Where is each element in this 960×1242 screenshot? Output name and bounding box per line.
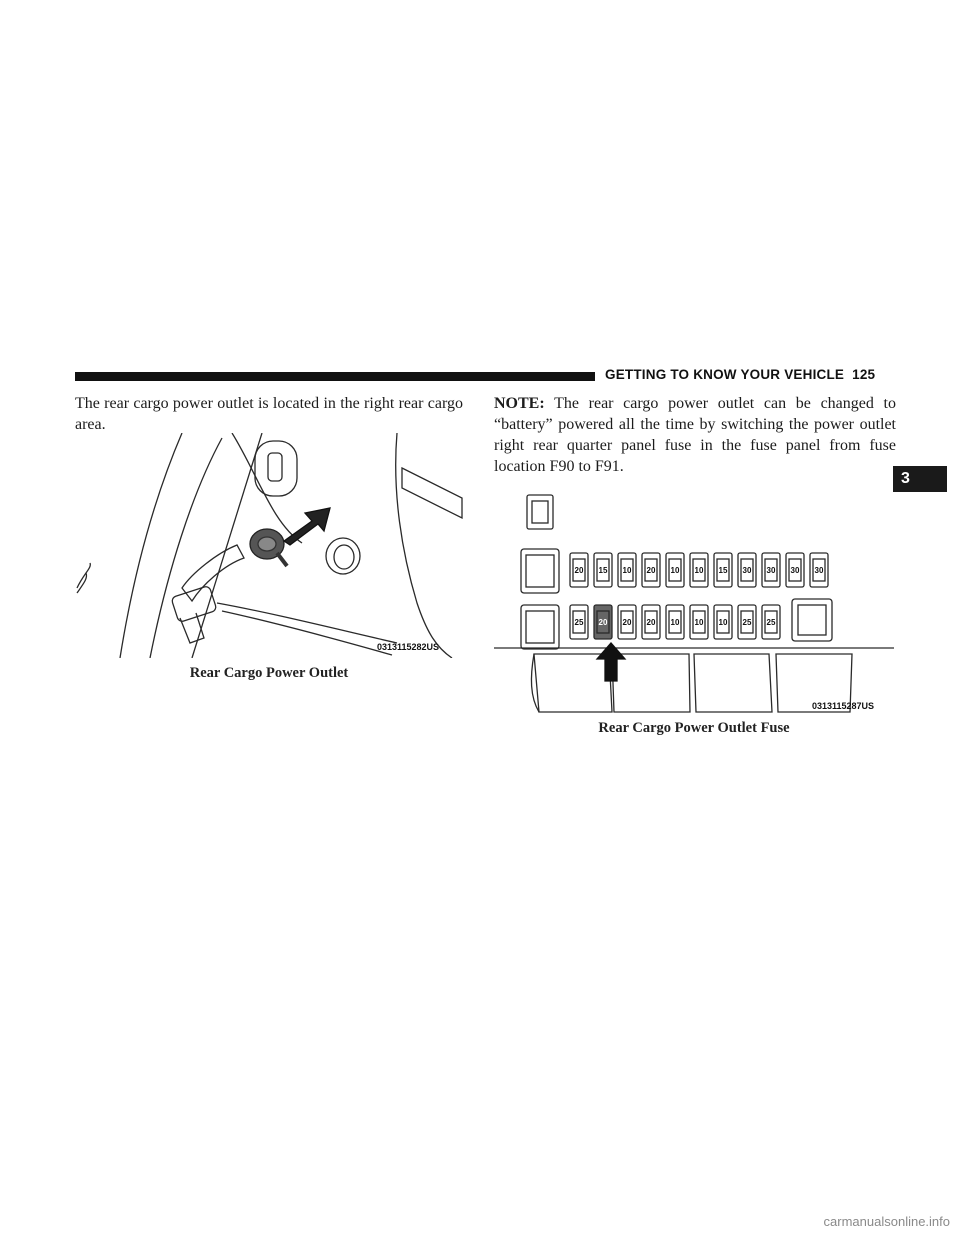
note-paragraph xyxy=(494,393,896,477)
fuse-bottom-4 xyxy=(666,605,684,639)
fuse-label-bottom-1: 20 xyxy=(598,618,608,627)
fuse-bottom-0 xyxy=(570,605,588,639)
right-figure-caption: Rear Cargo Power Outlet Fuse xyxy=(598,720,790,736)
running-header xyxy=(605,367,875,382)
fuse-bottom-8 xyxy=(762,605,780,639)
fuse-top-6 xyxy=(714,553,732,587)
rear-cargo-power-outlet-illustration xyxy=(72,433,465,658)
fuse-label-top-4: 10 xyxy=(670,566,680,575)
fuse-label-top-1: 15 xyxy=(598,566,608,575)
fuse-bottom-2 xyxy=(618,605,636,639)
fuse-label-top-10: 30 xyxy=(814,566,824,575)
fuse-label-top-8: 30 xyxy=(766,566,776,575)
fuse-label-bottom-0: 25 xyxy=(574,618,584,627)
fuse-bottom-6 xyxy=(714,605,732,639)
page-number: 125 xyxy=(852,367,876,382)
fuse-label-bottom-7: 25 xyxy=(742,618,752,627)
intro-paragraph: The rear cargo power outlet is located in the right rear cargo area. xyxy=(75,395,463,433)
fuse-top-0 xyxy=(570,553,588,587)
fuse-top-5 xyxy=(690,553,708,587)
fuse-row-bottom xyxy=(570,605,780,639)
fuse-bottom-5 xyxy=(690,605,708,639)
fuse-top-7 xyxy=(738,553,756,587)
fuse-label-top-5: 10 xyxy=(694,566,704,575)
fuse-label-top-7: 30 xyxy=(742,566,752,575)
fuse-label-top-0: 20 xyxy=(574,566,584,575)
watermark: carmanualsonline.info xyxy=(823,1214,950,1229)
fuse-label-bottom-8: 25 xyxy=(766,618,776,627)
fuse-top-10 xyxy=(810,553,828,587)
fuse-label-bottom-3: 20 xyxy=(646,618,656,627)
right-figure-code: 0313115287US xyxy=(812,701,875,711)
fuse-top-4 xyxy=(666,553,684,587)
fuse-label-bottom-5: 10 xyxy=(694,618,704,627)
fuse-label-bottom-2: 20 xyxy=(622,618,632,627)
note-text: The rear cargo power outlet can be changed to “battery” powered all the time by switching the power outlet right rear quarter panel fuse in the fuse panel from fuse location F90 to F91. xyxy=(494,395,897,475)
fuse-label-top-9: 30 xyxy=(790,566,800,575)
left-figure-caption: Rear Cargo Power Outlet xyxy=(189,665,349,681)
fuse-top-8 xyxy=(762,553,780,587)
fuse-label-top-6: 15 xyxy=(718,566,728,575)
section-title: GETTING TO KNOW YOUR VEHICLE xyxy=(605,367,845,382)
note-label: NOTE: xyxy=(494,395,545,412)
chapter-tab: 3 xyxy=(893,466,947,492)
fuse-label-top-2: 10 xyxy=(622,566,632,575)
fuse-bottom-3 xyxy=(642,605,660,639)
fuse-bottom-7 xyxy=(738,605,756,639)
fuse-label-top-3: 20 xyxy=(646,566,656,575)
fuse-top-9 xyxy=(786,553,804,587)
fuse-top-1 xyxy=(594,553,612,587)
header-rule xyxy=(75,372,595,381)
left-figure-code: 0313115282US xyxy=(377,642,440,652)
fuse-top-2 xyxy=(618,553,636,587)
fuse-top-3 xyxy=(642,553,660,587)
fuse-bottom-1 xyxy=(594,605,612,639)
fuse-label-bottom-4: 10 xyxy=(670,618,680,627)
fuse-panel-illustration xyxy=(494,487,894,715)
fuse-label-bottom-6: 10 xyxy=(718,618,728,627)
fuse-row-top xyxy=(570,553,828,587)
